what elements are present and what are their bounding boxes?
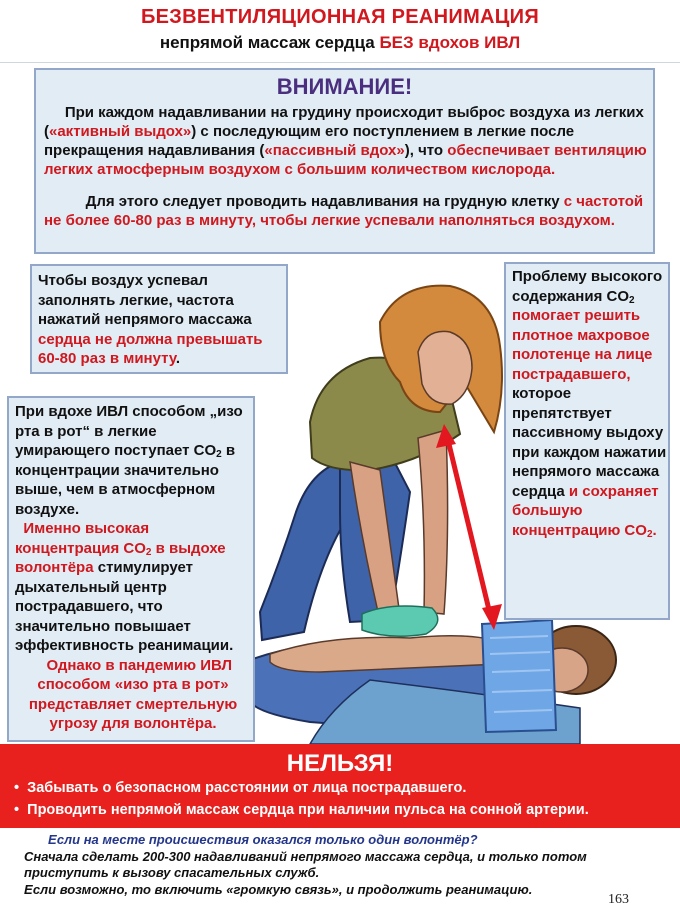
prohibited-heading: НЕЛЬЗЯ! — [286, 750, 394, 777]
text-run: 2 — [216, 449, 222, 460]
footer-line-2: Если возможно, то включить «громкую связь», и продолжить реанимацию. — [24, 881, 533, 897]
text-run: 2 — [629, 294, 635, 306]
frequency-note-box — [30, 264, 288, 374]
text-run: . — [175, 350, 181, 367]
text-run: 2 — [646, 528, 653, 540]
text-run: 2 — [145, 546, 152, 558]
subtitle-highlight: БЕЗ вдохов ИВЛ — [379, 33, 521, 52]
frequency-note-text — [38, 271, 282, 369]
prohibited-banner — [0, 744, 680, 828]
footer-note — [24, 832, 664, 898]
text-run: . — [652, 521, 657, 539]
text-run: которое препятствует пассивному выдоху при каждом нажатии непрямого массажа сердца — [512, 385, 667, 500]
text-run: При каждом надавливании на грудину происходит выброс воздуха из легких ( — [44, 104, 644, 140]
text-run: Именно высокая концентрация CO — [15, 520, 150, 557]
page-subtitle — [0, 33, 680, 53]
text-run: ), что — [404, 142, 448, 159]
text-run: Чтобы воздух успевал заполнять легкие, частота нажатий непрямого массажа — [38, 272, 252, 328]
co2-note-box — [7, 396, 255, 742]
text-run: Проблему высокого содержания CO — [512, 268, 663, 305]
footer-question: Если на месте происшествия оказался только один волонтёр? — [48, 832, 478, 847]
attention-paragraph-1 — [44, 103, 649, 179]
text-run: «пассивный вдох» — [264, 142, 405, 159]
page-title: БЕЗВЕНТИЛЯЦИОННАЯ РЕАНИМАЦИЯ — [140, 6, 540, 28]
prohibited-item-text: Проводить непрямой массаж сердца при наличии пульса на сонной артерии. — [27, 802, 589, 818]
prohibited-item: • Забывать о безопасном расстоянии от лица пострадавшего. — [14, 780, 467, 796]
attention-paragraph-2 — [44, 192, 649, 230]
text-run: в выдохе волонтёра — [15, 539, 226, 576]
subtitle-text: непрямой массаж сердца — [159, 33, 380, 52]
text-run: Однако в пандемию ИВЛ способом «изо рта в рот» представляет смертельную угрозу для волонтёра. — [28, 656, 238, 732]
text-run: в концентрации значительно выше, чем в атмосферном воздухе. — [15, 442, 236, 518]
footer-line-1: Сначала сделать 200-300 надавливаний непрямого массажа сердца, и только потом приступить к вызову спасательных служб. — [24, 848, 587, 880]
attention-heading: ВНИМАНИЕ! — [276, 74, 413, 99]
text-run: «активный выдох» — [49, 123, 192, 140]
text-run: сердца не должна превышать 60-80 раз в минуту — [38, 330, 263, 367]
towel-note-text — [512, 267, 668, 540]
text-run: с частотой не более 60-80 раз в минуту, чтобы легкие успевали наполняться воздухом. — [44, 193, 644, 229]
text-run: помогает решить плотное махровое полотенце на лице пострадавшего, — [512, 307, 653, 383]
prohibited-item-text: Забывать о безопасном расстоянии от лица пострадавшего. — [27, 780, 467, 796]
text-run: обеспечивает вентиляцию легких атмосферным воздухом с большим количеством кислорода. — [44, 142, 647, 178]
text-run: и сохраняет большую концентрацию CO — [512, 482, 659, 539]
text-run: ) с последующим его поступлением в легкие после прекращения надавливания ( — [44, 123, 575, 159]
towel-icon — [482, 620, 556, 732]
attention-panel — [34, 68, 655, 254]
text-run: Для этого следует проводить надавливания на грудную клетку — [44, 193, 564, 210]
text-run: При вдохе ИВЛ способом „изо рта в рот“ в легкие умирающего поступает CO — [15, 403, 243, 459]
text-run: стимулирует дыхательный центр пострадавшего, что значительно повышает эффективность реанимации. — [15, 559, 234, 654]
victim-figure — [250, 626, 616, 744]
prohibited-item: • Проводить непрямой массаж сердца при наличии пульса на сонной артерии. — [14, 802, 589, 818]
towel-note-box — [504, 262, 670, 620]
co2-note-text — [15, 402, 251, 734]
rescuer-figure — [260, 286, 502, 640]
page-number: 163 — [608, 892, 629, 907]
